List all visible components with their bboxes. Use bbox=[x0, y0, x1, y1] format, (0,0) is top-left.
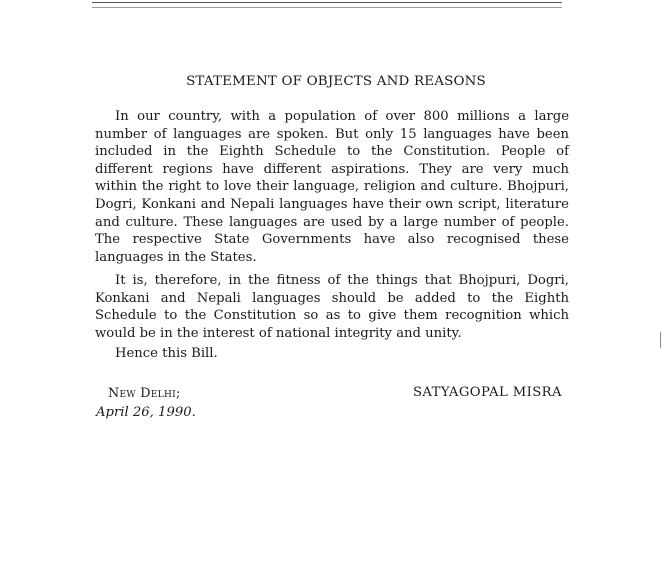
top-rule bbox=[92, 2, 562, 3]
document-heading: STATEMENT OF OBJECTS AND REASONS bbox=[186, 74, 486, 89]
paragraph-2: It is, therefore, in the fitness of the things that Bhojpuri, Dogri, Konkani and Nepali languages should be added to the Eighth Schedule to the Constitution so as to give them recognition which would be in the interest of national integrity and unity. bbox=[95, 273, 569, 341]
top-rule-secondary bbox=[92, 7, 562, 8]
place: New Delhi; bbox=[108, 386, 181, 401]
paragraph-1: In our country, with a population of over 800 millions a large number of languages are spoken. But only 15 languages have been included in the Eighth Schedule to the Constitution. People of different regions have different aspirations. They are very much within the right to love their language, religion and culture. Bhojpuri, Dogri, Konkani and Nepali languages have their own script, literature and culture. These languages are used by a large number of people. The respective State Governments have also recognised these languages in the States. bbox=[95, 109, 569, 265]
signatory: SATYAGOPAL MISRA bbox=[413, 385, 562, 400]
margin-mark bbox=[660, 332, 661, 348]
date: April 26, 1990. bbox=[96, 405, 196, 420]
closing-line: Hence this Bill. bbox=[115, 346, 218, 361]
